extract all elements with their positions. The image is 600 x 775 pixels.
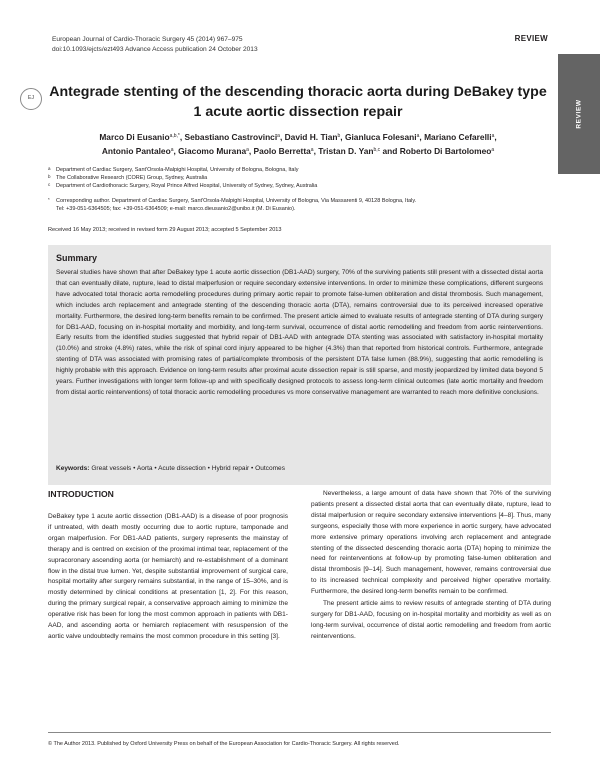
keywords-label: Keywords: [56, 465, 90, 472]
correspondence: * Corresponding author. Department of Cardiac Surgery, Sant'Orsola-Malpighi Hospital, University of Bologna, Via Massarenti 9, 40128 Bologna, Italy. Tel: +39-051-6364505; fax: +39-051-6364509; e-mail: marco.dieusanio2@unibo.it (M. Di Eusanio). [48, 197, 548, 213]
author: Antonio Pantaleo$^a$, [101, 146, 179, 156]
correspondence-contact: Tel: +39-051-6364505; fax: +39-051-6364509; e-mail: marco.dieusanio2@unibo.it (M. Di Eusanio). [56, 206, 296, 212]
affiliation-item: a Department of Cardiac Surgery, Sant'Orsola-Malpighi Hospital, University of Bologna, Bologna, Italy [48, 166, 299, 173]
received-dates: Received 16 May 2013; received in revised form 29 August 2013; accepted 5 September 2013 [48, 227, 282, 233]
keywords [56, 465, 543, 472]
paragraph: Nevertheless, a large amount of data have shown that 70% of the surviving patients present a dissected distal aorta that can eventually dilate, rupture, lead to distal malperfusion or require secondary extensive interventions [4–8]. Thus, many surgeons, especially those with more experience in aortic surgery, have advocated more extensive primary operations involving arch replacement and antegrade stenting of the dissected descending thoracic aorta (DTA) hoping to minimize the need for reinterventions at follow-up by promoting false-lumen obliteration and distal thrombosis [9–14]. Such management, however, remains controversial due to its increased technical complexity and perceived higher operative mortality. Furthermore, the desired long-term benefits remain to be confirmed. [311, 490, 551, 596]
author: Paolo Berretta$^a$, [253, 146, 319, 156]
affiliation-item: c Department of Cardiothoracic Surgery, Royal Prince Alfred Hospital, University of Sydney, Sydney, Australia [48, 182, 318, 189]
affiliations [48, 166, 548, 190]
side-tab-label: REVIEW [575, 99, 583, 129]
author-list [48, 130, 548, 158]
summary-heading: Summary [56, 253, 98, 263]
section-side-tab [558, 54, 600, 174]
keywords-list: Great vessels • Aorta • Acute dissection • Hybrid repair • Outcomes [91, 465, 285, 472]
author: Mariano Cefarelli$^a$, [424, 132, 497, 142]
author: Giacomo Murana$^a$, [178, 146, 254, 156]
introduction-heading: INTRODUCTION [48, 489, 114, 499]
journal-header [52, 35, 258, 55]
correspondence-address: Corresponding author. Department of Cardiac Surgery, Sant'Orsola-Malpighi Hospital, University of Bologna, Via Massarenti 9, 40128 Bologna, Italy. [56, 198, 417, 204]
section-label: REVIEW [514, 34, 548, 43]
body-column-right [311, 489, 551, 643]
paragraph: DeBakey type 1 acute aortic dissection (DB1-AAD) is a disease of poor prognosis if untreated, with death mostly occurring due to aortic rupture, tamponade and organ malperfusion. For DB1-AAD patients, surgery represents the mainstay of therapy and is centred on excision of the proximal intimal tear, replacement of the supracoronary ascending aorta (or hemiarch) and re-establishment of a dominant flow in the distal true lumen. Yet, despite substantial improvement of surgical care, hospital mortality after surgery remains substantial, in the range of 15–30%, and is mostly determined by clinical conditions at presentation [1, 2]. For this reason, during the primary surgical repair, a conservative approach aiming to minimize the operative risk has been for long the most common approach in patients with DB1-AAD, and ascending aorta or hemiarch replacement with resuspension of the aortic valve undoubtedly remains the most common procedure in this setting [3]. [48, 513, 288, 640]
journal-citation: European Journal of Cardio-Thoracic Surgery 45 (2014) 967–975 [52, 36, 243, 43]
author: Sebastiano Castrovinci$^a$, [184, 132, 285, 142]
footer-divider [48, 732, 551, 733]
journal-logo-icon: EJ [20, 88, 42, 110]
body-column-left [48, 512, 288, 643]
affiliation-item: b The Collaborative Research (CORE) Group, Sydney, Australia [48, 174, 208, 181]
paragraph: The present article aims to review results of antegrade stenting of DTA during surgery for DB1-AAD, focusing on in-hospital mortality and morbidity as well as on long-term survival, occurrence of distal aortic remodelling and freedom from aortic reinterventions. [311, 600, 551, 640]
author: David H. Tian$^b$, [284, 132, 345, 142]
author: Roberto Di Bartolomeo$^a$ [399, 146, 495, 156]
summary-text: Several studies have shown that after DeBakey type 1 acute aortic dissection (DB1-AAD) surgery, 70% of the surviving patients still present with a dissected distal aorta that can eventually dilate, rupture, lead to distal malperfusion or require secondary extensive interventions. In order to minimize these complications, different surgeons have advocated total thoracic aorta remodelling procedures during primary aortic repair to promote false-lumen obliteration and distal thrombosis. Such management, which includes arch replacement and antegrade stenting of the descending thoracic aorta (DTA), remains controversial due to its perceived increased operative mortality. Furthermore, the desired long-term benefits remain to be confirmed. The present article aimed to evaluate results of antegrade stenting of DTA during surgery for DB1-AAD, focusing on in-hospital mortality and morbidity, and long-term survival, occurrence of distal aortic remodelling and freedom from aortic reinterventions. Early results from the identified studies suggested that hybrid repair of DB1-AAD with antegrade DTA stenting was associated with satisfactory in-hospital mortality (10.0%) and stroke (4.8%) rates, while the risk of spinal cord injury appeared to be higher (4.3%) than that reported from historical controls. Furthermore, antegrade stenting of DTA was associated with promising rates of partial/complete thrombosis of the persistent DTA false lumen (88.9%), suggesting that aortic remodelling is highly probable with this approach. Evidence on long-term results after proximal acute dissection repair is still sparse, and mostly jeopardized by limited data beyond 5 years. Further investigations with longer term follow-up and with specifically designed protocols to assess long-term clinical outcomes (late aortic mortality and freedom from distal aortic reinterventions) of total thoracic aortic remodelling procedures vs more conservative management are warranted to reach more definitive conclusions. [56, 269, 543, 396]
author: Tristan D. Yan$^{b,c}$ and [318, 146, 400, 156]
author: Gianluca Folesani$^a$, [344, 132, 425, 142]
copyright-footer: © The Author 2013. Published by Oxford University Press on behalf of the European Association for Cardio-Thoracic Surgery. All rights reserved. [48, 741, 400, 747]
article-title: Antegrade stenting of the descending thoracic aorta during DeBakey type 1 acute aortic dissection repair [49, 84, 547, 120]
doi-line: doi:10.1093/ejcts/ezt493 Advance Access publication 24 October 2013 [52, 46, 258, 53]
author: Marco Di Eusanio$^{a,b,*}$, [99, 132, 185, 142]
